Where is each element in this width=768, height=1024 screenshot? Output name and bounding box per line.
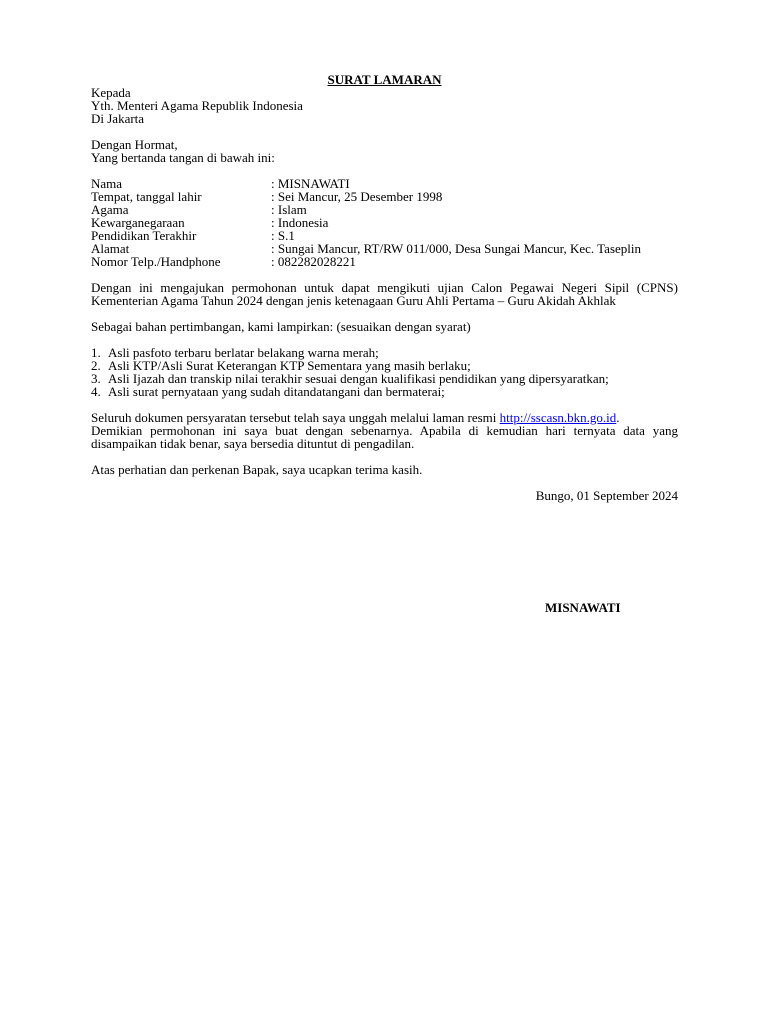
- identity-label: Alamat: [91, 241, 130, 256]
- identity-row: [91, 190, 678, 203]
- identity-value: : S.1: [271, 228, 295, 243]
- paragraph2-prefix: Seluruh dokumen persyaratan tersebut telah saya unggah melalui laman resmi: [91, 410, 500, 425]
- paragraph2-line-2: Demikian permohonan ini saya buat dengan sebenarnya. Apabila di kemudian hari ternyata data yang: [91, 423, 678, 438]
- greeting: Dengan Hormat,: [91, 137, 178, 152]
- paragraph2-suffix: .: [616, 410, 620, 425]
- identity-table: [91, 177, 678, 268]
- signature-name: MISNAWATI: [545, 600, 621, 615]
- list-item: [91, 385, 678, 398]
- sscasn-link[interactable]: http://sscasn.bkn.go.id: [499, 410, 617, 425]
- identity-label: Kewarganegaraan: [91, 215, 185, 230]
- identity-label: Agama: [91, 202, 129, 217]
- list-item-text: Asli pasfoto terbaru berlatar belakang warna merah;: [108, 345, 379, 360]
- recipient-line-2: Yth. Menteri Agama Republik Indonesia: [91, 98, 303, 113]
- identity-value: : 082282028221: [271, 254, 356, 269]
- identity-value: : MISNAWATI: [271, 176, 350, 191]
- identity-label: Nama: [91, 176, 123, 191]
- attachments-intro: Sebagai bahan pertimbangan, kami lampirkan: (sesuaikan dengan syarat): [91, 319, 471, 334]
- paragraph1-line-1: Dengan ini mengajukan permohonan untuk dapat mengikuti ujian Calon Pegawai Negeri Sipil (CPNS): [91, 280, 678, 295]
- place-date: Bungo, 01 September 2024: [535, 488, 678, 503]
- list-item-text: Asli Ijazah dan transkip nilai terakhir sesuai dengan kualifikasi pendidikan yang dipersyaratkan;: [108, 371, 609, 386]
- identity-label: Nomor Telp./Handphone: [91, 254, 221, 269]
- attachments-list: [91, 346, 678, 398]
- paragraph1-line-2: Kementerian Agama Tahun 2024 dengan jenis ketenagaan Guru Ahli Pertama – Guru Akidah Akhlak: [91, 293, 616, 308]
- recipient-line-1: Kepada: [91, 85, 131, 100]
- list-item-number: 3.: [91, 371, 101, 386]
- paragraph2-line-3: disampaikan tidak benar, saya bersedia dituntut di pengadilan.: [91, 436, 415, 451]
- letter-title: SURAT LAMARAN: [327, 72, 442, 87]
- letter-content: [91, 73, 678, 502]
- identity-label: Pendidikan Terakhir: [91, 228, 197, 243]
- list-item-text: Asli KTP/Asli Surat Keterangan KTP Sementara yang masih berlaku;: [108, 358, 471, 373]
- list-item-number: 2.: [91, 358, 101, 373]
- list-item-text: Asli surat pernyataan yang sudah ditandatangani dan bermaterai;: [108, 384, 445, 399]
- closing-line: Atas perhatian dan perkenan Bapak, saya ucapkan terima kasih.: [91, 462, 423, 477]
- intro-line: Yang bertanda tangan di bawah ini:: [91, 150, 275, 165]
- identity-value: : Islam: [271, 202, 307, 217]
- identity-value: : Indonesia: [271, 215, 329, 230]
- identity-label: Tempat, tanggal lahir: [91, 189, 202, 204]
- identity-value: : Sei Mancur, 25 Desember 1998: [271, 189, 443, 204]
- identity-row: [91, 255, 678, 268]
- list-item-number: 4.: [91, 384, 101, 399]
- identity-value: : Sungai Mancur, RT/RW 011/000, Desa Sungai Mancur, Kec. Taseplin: [271, 241, 641, 256]
- recipient-line-3: Di Jakarta: [91, 111, 145, 126]
- list-item-number: 1.: [91, 345, 101, 360]
